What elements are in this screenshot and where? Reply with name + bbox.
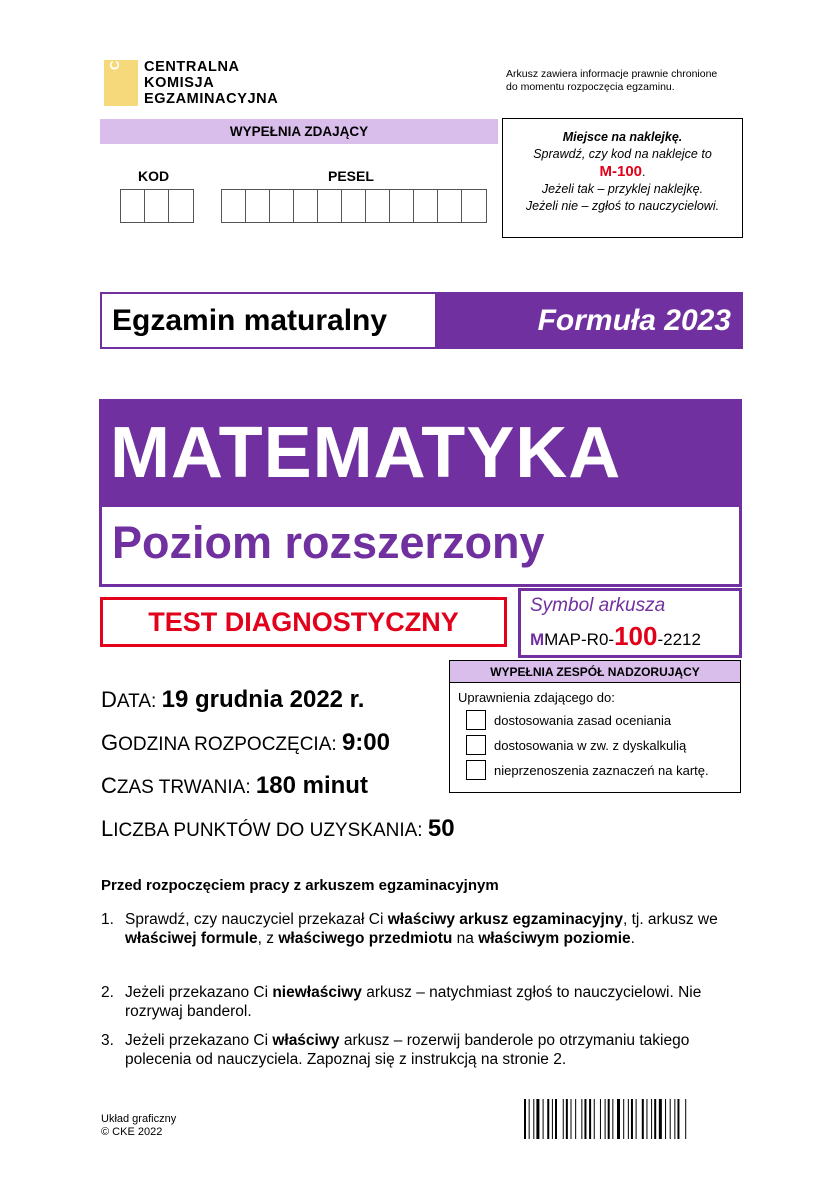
cke-logo-text [144,59,278,107]
test-label: TEST DIAGNOSTYCZNY [100,597,507,647]
logo-line-3: EGZAMINACYJNA [144,91,279,107]
sticker-code: M-100 [599,163,643,180]
pesel-label: PESEL [328,168,374,184]
kod-label: KOD [138,168,170,184]
instructions-title: Przed rozpoczęciem pracy z arkuszem egzaminacyjnym [101,877,499,894]
cke-logo-mark: CK [104,60,138,106]
subject-name: MATEMATYKA [99,399,742,507]
pesel-input[interactable] [221,189,487,223]
logo-line-2: KOMISJA [144,75,215,91]
proctor-checkbox[interactable] [466,735,486,755]
proctor-checkbox[interactable] [466,710,486,730]
sticker-box: Miejsce na naklejkę. Sprawdź, czy kod na naklejce to M-100. Jeżeli tak – przyklej naklejkę. Jeżeli nie – zgłoś to nauczycielowi. [502,118,743,238]
exam-date: DATA: 19 grudnia 2022 r. [101,686,365,713]
legal-note: Arkusz zawiera informacje prawnie chronione do momentu rozpoczęcia egzaminu. [506,68,718,93]
exam-banner [100,292,743,349]
candidate-header: WYPEŁNIA ZDAJĄCY [100,119,498,144]
exam-duration: CZAS TRWANIA: 180 minut [101,772,368,799]
proctor-panel [449,660,741,793]
exam-start-time: GODZINA ROZPOCZĘCIA: 9:00 [101,729,390,756]
kod-input[interactable] [120,189,194,223]
symbol-code: MMAP-R0-100-2212 [530,621,701,651]
symbol-box [518,588,742,658]
proctor-option: nieprzenoszenia zaznaczeń na kartę. [450,760,740,780]
sticker-title: Miejsce na naklejkę. [562,130,683,144]
logo-line-1: CENTRALNA [144,59,240,75]
barcode-icon [524,1099,741,1139]
instruction-item: 1. Sprawdź, czy nauczyciel przekazał Ci właściwy arkusz egzaminacyjny, tj. arkusz we właściwej formule, z właściwego przedmiotu na właściwym poziomie. [101,911,718,947]
exam-points: LICZBA PUNKTÓW DO UZYSKANIA: 50 [101,815,455,842]
instruction-item: 3. Jeżeli przekazano Ci właściwy arkusz – rozerwij banderole po otrzymaniu takiego polecenia od nauczyciela. Zapoznaj się z instrukcją na stronie 2. [101,1032,690,1068]
footer: Układ graficzny © CKE 2022 [101,1113,177,1138]
symbol-label: Symbol arkusza [530,595,666,616]
proctor-option: dostosowania zasad oceniania [450,710,740,730]
proctor-checkbox[interactable] [466,760,486,780]
exam-formula: Formuła 2023 [438,294,741,347]
proctor-intro: Uprawnienia zdającego do: [458,690,615,705]
instruction-item: 2. Jeżeli przekazano Ci niewłaściwy arkusz – natychmiast zgłoś to nauczycielowi. Nie rozrywaj banderol. [101,984,702,1020]
proctor-option: dostosowania w zw. z dyskalkulią [450,735,740,755]
proctor-header: WYPEŁNIA ZESPÓŁ NADZORUJĄCY [450,661,740,683]
exam-title: Egzamin maturalny [102,294,438,347]
subject-level: Poziom rozszerzony [99,505,742,587]
